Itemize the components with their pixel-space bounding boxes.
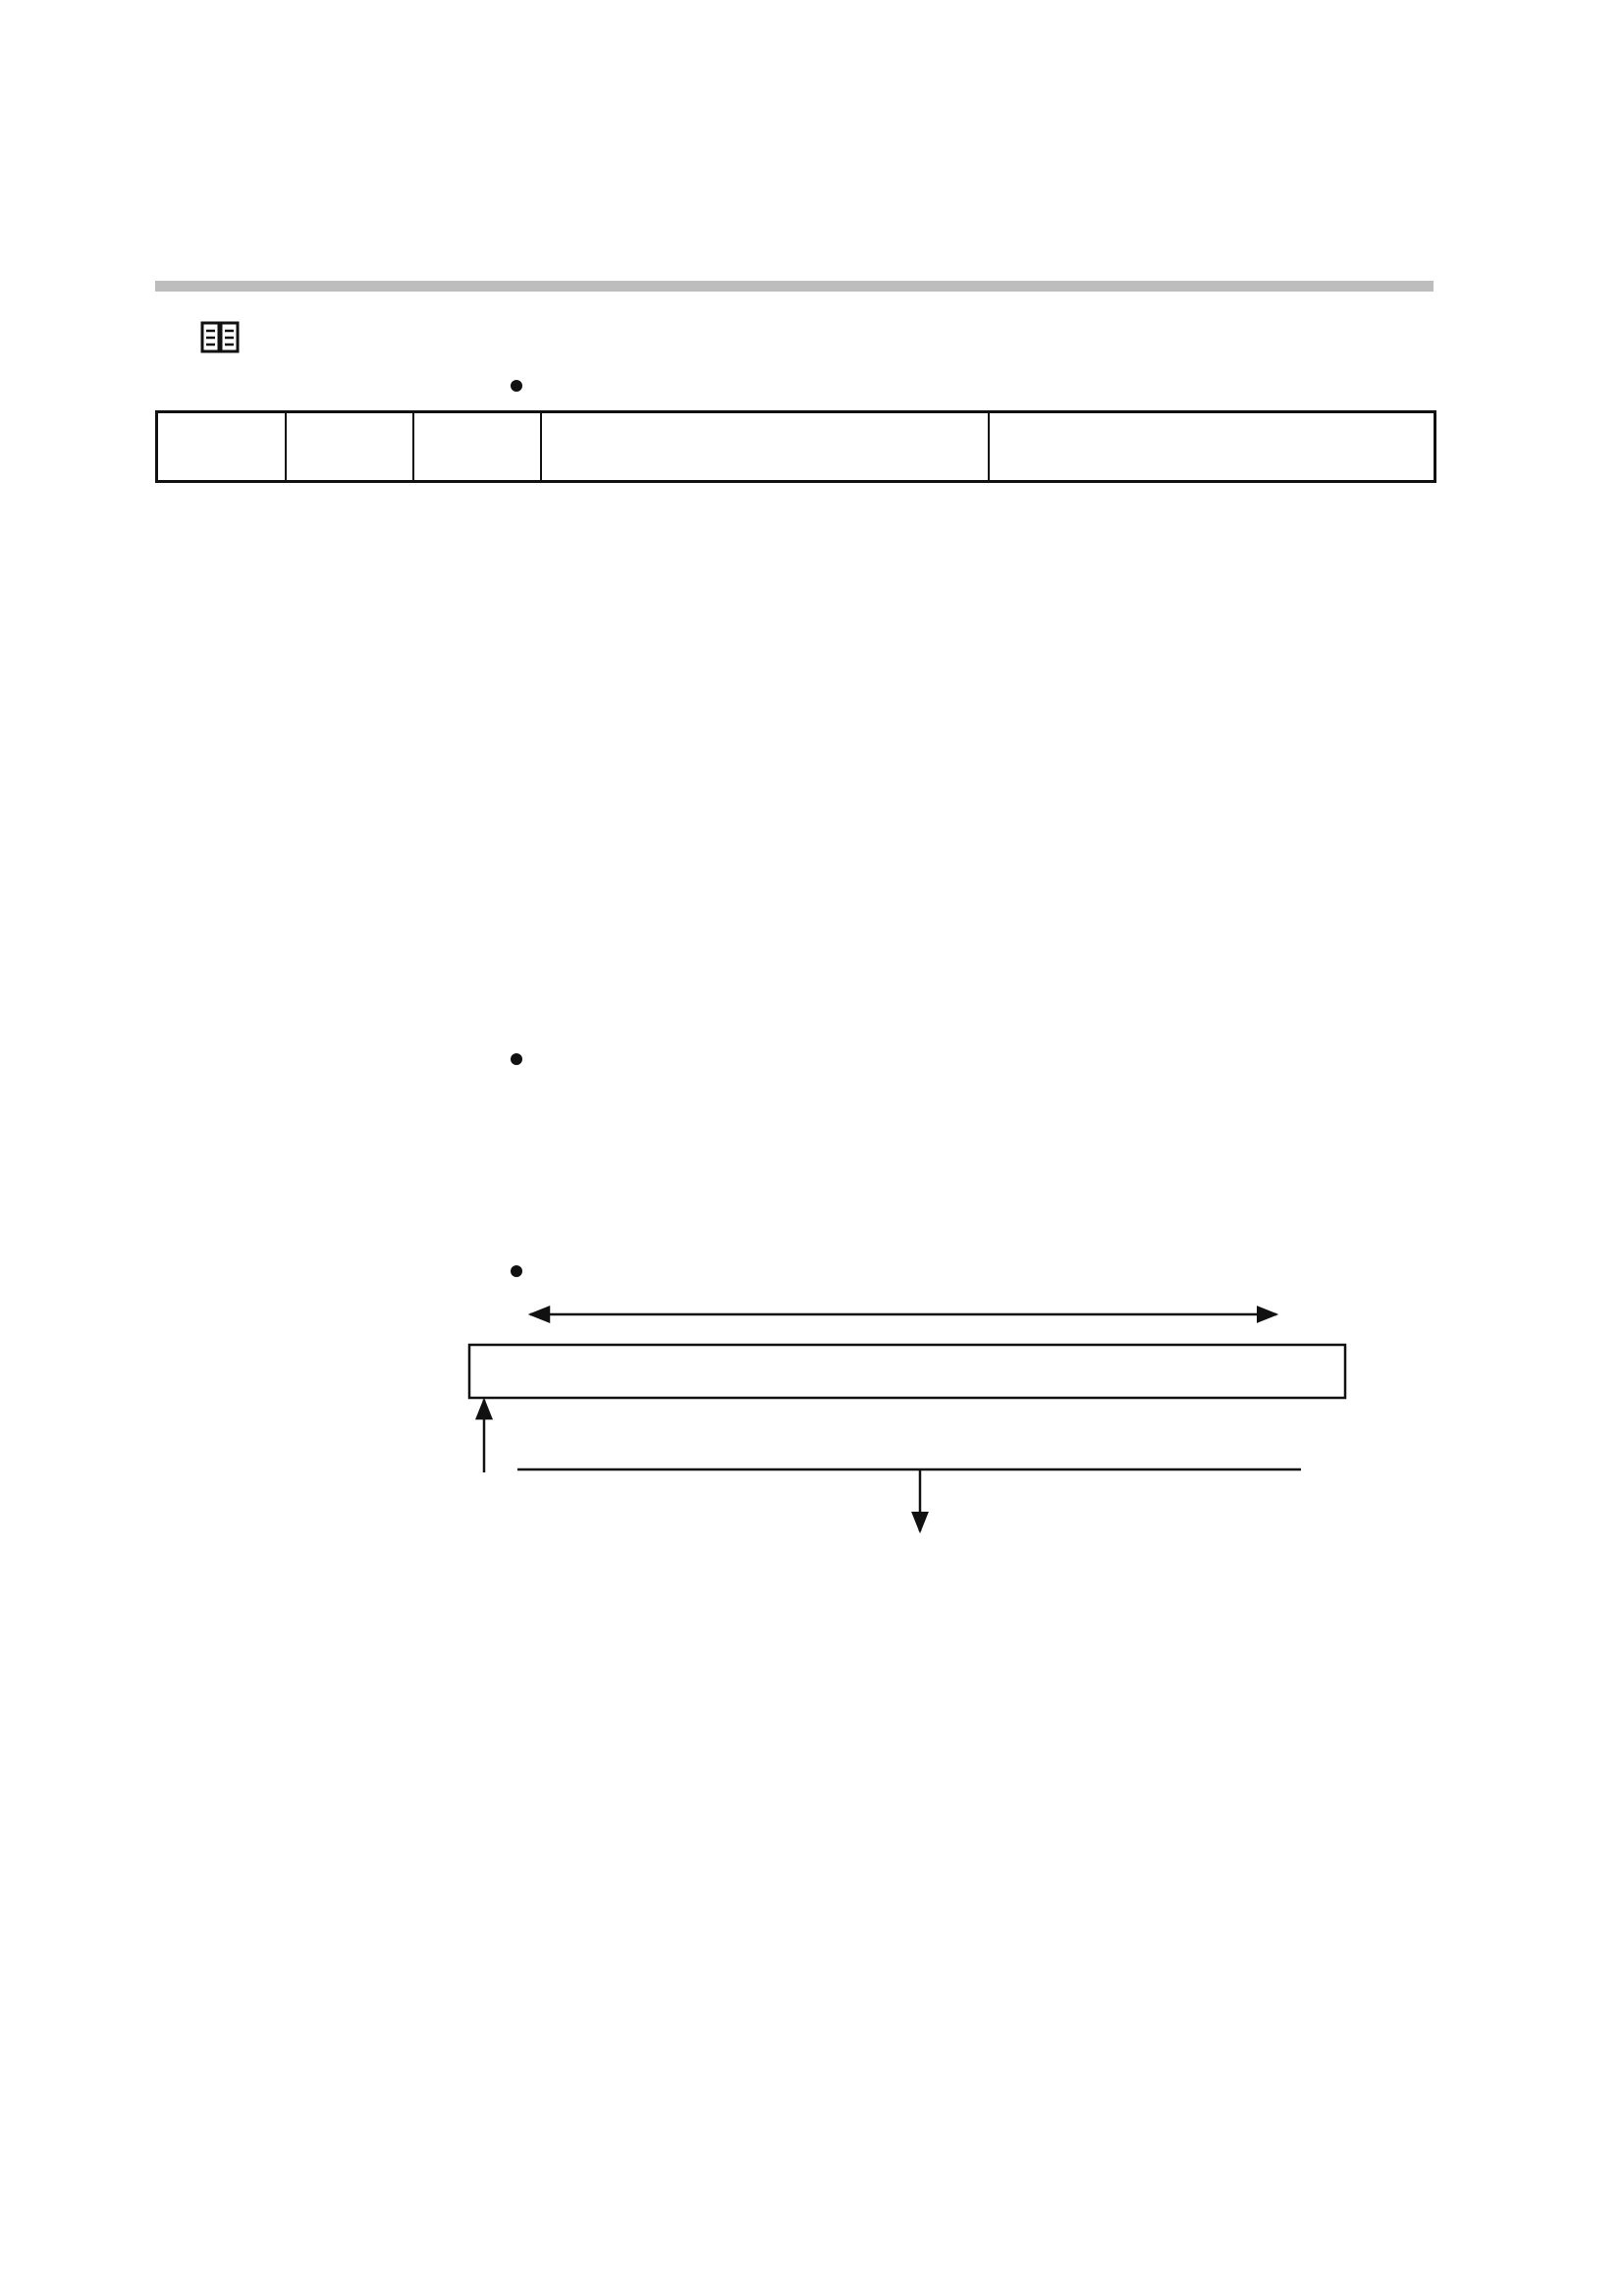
buffer-frame [469, 1345, 1345, 1398]
